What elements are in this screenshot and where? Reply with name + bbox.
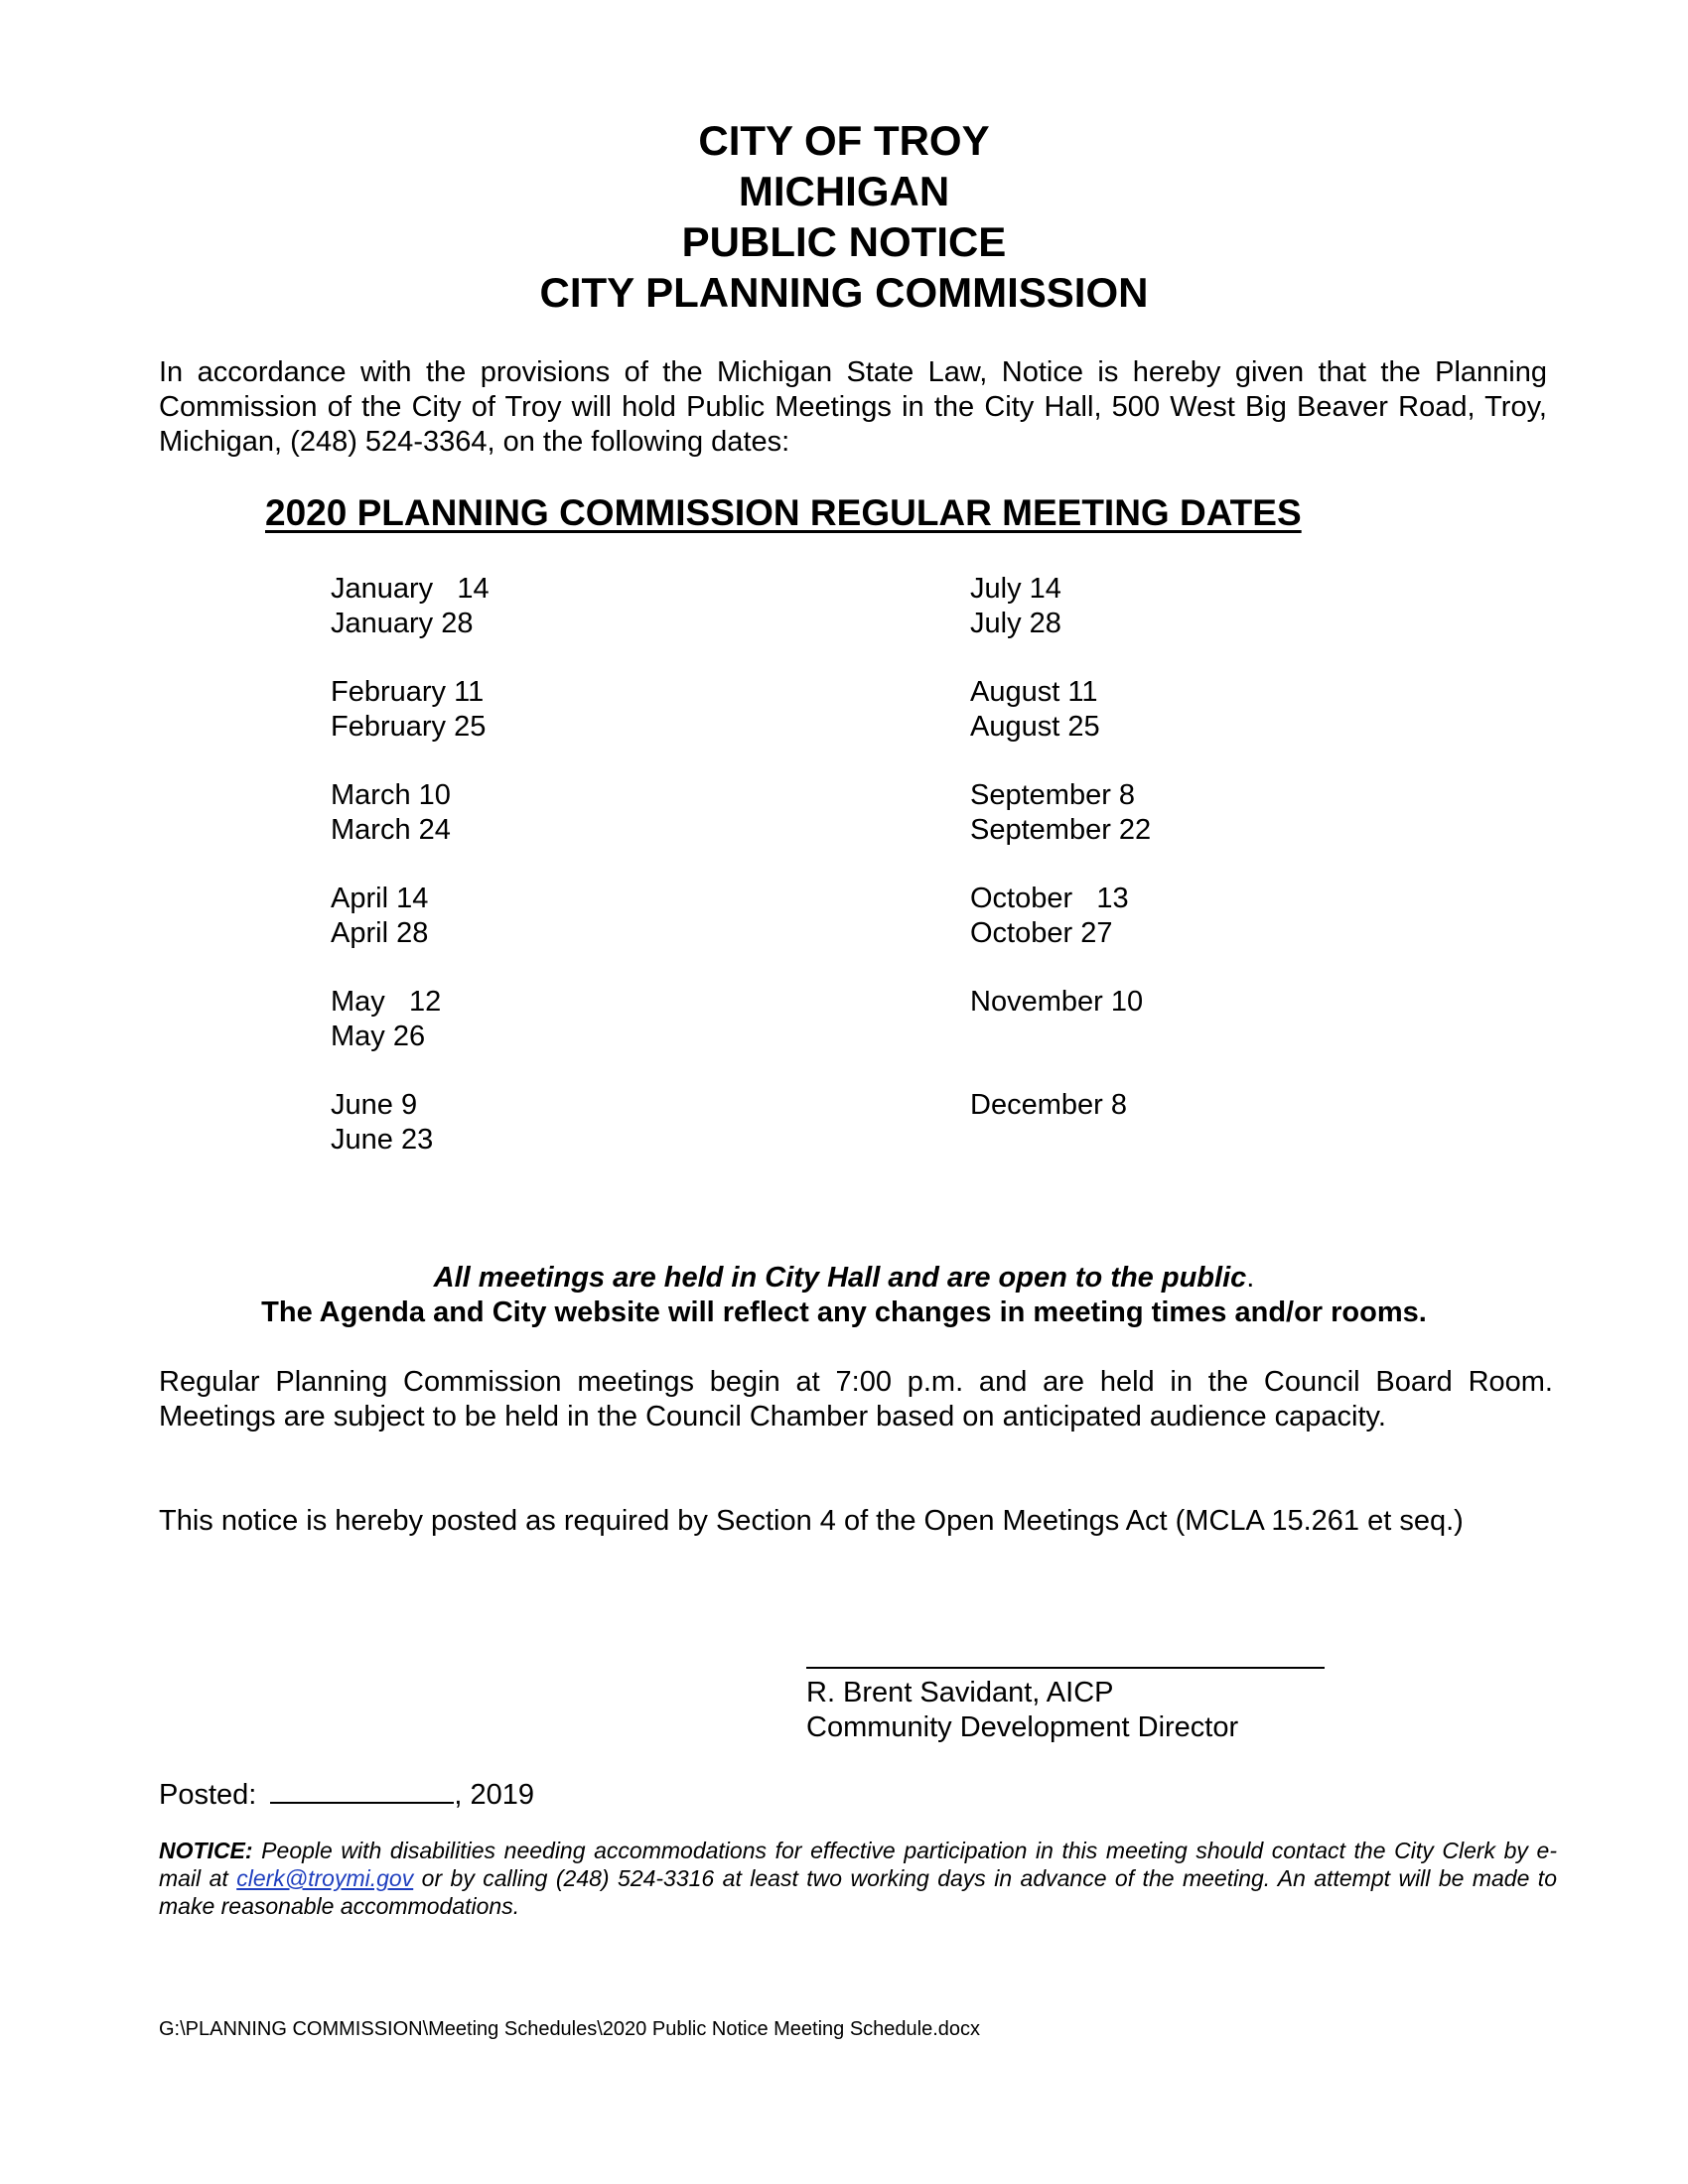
meeting-date: August 25	[970, 711, 1100, 743]
date-group	[970, 882, 1467, 985]
meeting-date: February 11	[331, 676, 485, 708]
signature-block	[806, 1676, 1238, 1745]
clerk-email-link[interactable]: clerk@troymi.gov	[236, 1865, 414, 1891]
meeting-date: June 23	[331, 1124, 434, 1156]
date-group	[331, 572, 827, 675]
meeting-date: April 14	[331, 883, 429, 914]
meeting-date: March 10	[331, 779, 451, 811]
date-group	[331, 985, 827, 1088]
meeting-date: April 28	[331, 917, 429, 949]
document-header	[0, 115, 1688, 318]
notice-text-1: People with disabilities needing accommodations for effective participation in this meeting should contact the City Clerk by e-mail at	[159, 1838, 1557, 1891]
date-group	[331, 778, 827, 882]
open-to-public-line: All meetings are held in City Hall and are open to the public	[433, 1262, 1247, 1294]
meeting-date: October 27	[970, 917, 1113, 949]
date-group	[970, 1088, 1467, 1191]
meeting-date: November 10	[970, 986, 1144, 1018]
meeting-date	[970, 1020, 1467, 1054]
notice-label: NOTICE:	[159, 1838, 253, 1863]
signature-line	[806, 1667, 1325, 1669]
meeting-date: May 12	[331, 986, 442, 1018]
date-group	[970, 985, 1467, 1088]
meeting-date: July 28	[970, 608, 1061, 639]
posted-year: , 2019	[454, 1779, 534, 1811]
meeting-date: January 14	[331, 573, 490, 605]
date-group	[331, 882, 827, 985]
meeting-date: October 13	[970, 883, 1129, 914]
header-commission: CITY PLANNING COMMISSION	[539, 269, 1149, 316]
header-notice: PUBLIC NOTICE	[681, 218, 1007, 265]
notice-text-2: or by calling (248) 524-3316 at least two working days in advance of the meeting. An attempt will be made to make reasonable accommodations.	[159, 1865, 1557, 1919]
regular-meetings-paragraph: Regular Planning Commission meetings begin at 7:00 p.m. and are held in the Council Board Room. Meetings are subject to be held in the Council Chamber based on anticipated audience capacity.	[159, 1366, 1553, 1433]
meeting-date: March 24	[331, 814, 451, 846]
meeting-date: February 25	[331, 711, 487, 743]
header-state: MICHIGAN	[738, 168, 950, 214]
header-city: CITY OF TROY	[698, 117, 990, 164]
meeting-date: December 8	[970, 1089, 1127, 1121]
meeting-date: January 28	[331, 608, 474, 639]
date-group	[970, 675, 1467, 778]
schedule-left-column	[331, 572, 827, 1191]
meeting-date: August 11	[970, 676, 1098, 708]
meeting-date: May 26	[331, 1021, 426, 1052]
posted-line	[159, 1778, 534, 1813]
posting-statement: This notice is hereby posted as required by Section 4 of the Open Meetings Act (MCLA 15.261 et seq.)	[159, 1505, 1464, 1537]
posted-label: Posted:	[159, 1779, 257, 1811]
signer-name: R. Brent Savidant, AICP	[806, 1677, 1114, 1708]
date-group	[970, 572, 1467, 675]
accessibility-notice	[159, 1837, 1557, 1920]
meeting-emphasis	[0, 1261, 1688, 1330]
meeting-date: July 14	[970, 573, 1061, 605]
date-group	[331, 1088, 827, 1191]
posted-date-blank	[270, 1778, 454, 1804]
signer-title: Community Development Director	[806, 1711, 1239, 1743]
file-path-footer: G:\PLANNING COMMISSION\Meeting Schedules\2020 Public Notice Meeting Schedule.docx	[159, 2018, 981, 2040]
schedule-title: 2020 PLANNING COMMISSION REGULAR MEETING DATES	[265, 492, 1302, 533]
meeting-date	[970, 1123, 1467, 1158]
meeting-date: September 8	[970, 779, 1136, 811]
date-group	[970, 778, 1467, 882]
date-group	[331, 675, 827, 778]
agenda-changes-line: The Agenda and City website will reflect any changes in meeting times and/or rooms.	[261, 1297, 1427, 1328]
meeting-date: September 22	[970, 814, 1152, 846]
open-to-public-period: .	[1246, 1262, 1255, 1294]
meeting-date: June 9	[331, 1089, 418, 1121]
schedule-right-column	[970, 572, 1467, 1191]
intro-paragraph: In accordance with the provisions of the Michigan State Law, Notice is hereby given that the Planning Commission of the City of Troy will hold Public Meetings in the City Hall, 500 West Big Beaver Road, Troy, Michigan, (248) 524-3364, on the following dates:	[159, 356, 1547, 458]
